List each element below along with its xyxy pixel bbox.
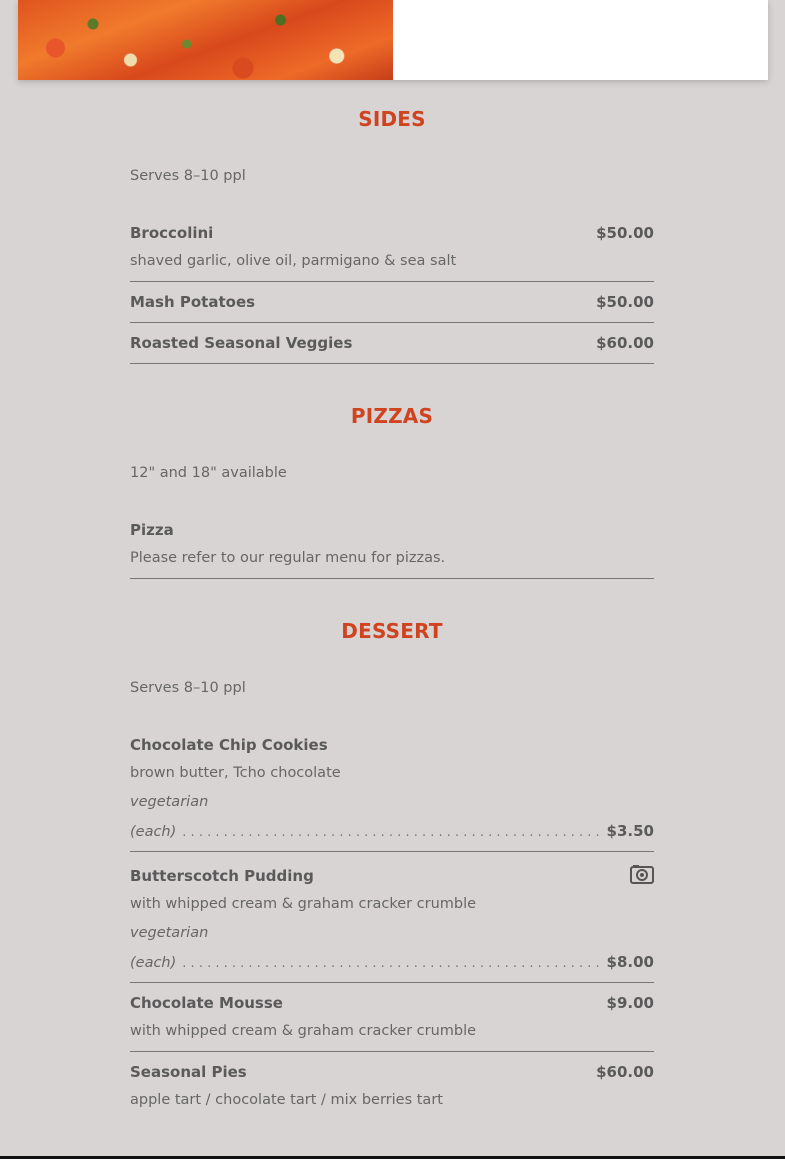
menu-item (130, 282, 654, 323)
item-price: $50.00 (596, 293, 654, 311)
item-description: brown butter, Tcho chocolate (130, 765, 341, 781)
item-list (130, 519, 654, 579)
section-pizzas (130, 396, 654, 579)
catering-menu (130, 80, 654, 1120)
item-description: apple tart / chocolate tart / mix berries tart (130, 1092, 443, 1108)
item-description: shaved garlic, olive oil, parmigano & sea salt (130, 253, 457, 269)
item-name: Pizza (130, 521, 174, 539)
camera-icon[interactable] (630, 864, 654, 884)
item-price: $9.00 (606, 994, 654, 1012)
section-title: SIDES (358, 107, 426, 131)
item-price: $60.00 (596, 334, 654, 352)
item-name: Roasted Seasonal Veggies (130, 334, 353, 352)
item-name: Chocolate Mousse (130, 994, 283, 1012)
item-name: Chocolate Chip Cookies (130, 736, 328, 754)
dot-leader (182, 953, 604, 975)
item-description: with whipped cream & graham cracker crumble (130, 1023, 477, 1039)
pizza-photo[interactable] (18, 0, 393, 80)
section-note: Serves 8–10 ppl (130, 168, 246, 184)
hero-banner (18, 0, 768, 80)
item-name: Broccolini (130, 224, 214, 242)
item-name: Butterscotch Pudding (130, 867, 314, 885)
item-description: Please refer to our regular menu for pizzas. (130, 550, 446, 566)
menu-item (130, 852, 654, 983)
menu-item (130, 323, 654, 364)
menu-item (130, 1052, 654, 1120)
item-description: with whipped cream & graham cracker crumble (130, 896, 477, 912)
menu-item (130, 519, 654, 579)
section-note: 12" and 18" available (130, 465, 287, 481)
item-list (130, 222, 654, 364)
dot-leader (182, 822, 604, 844)
dietary-tag: vegetarian (130, 925, 209, 941)
item-price: $3.50 (606, 822, 654, 840)
unit-label: (each) (130, 824, 177, 840)
item-name: Seasonal Pies (130, 1063, 247, 1081)
dietary-tag: vegetarian (130, 794, 209, 810)
item-price: $50.00 (596, 224, 654, 242)
item-name: Mash Potatoes (130, 293, 256, 311)
section-dessert (130, 611, 654, 1120)
section-sides (130, 99, 654, 364)
item-price: $8.00 (606, 953, 654, 971)
unit-label: (each) (130, 955, 177, 971)
section-title: PIZZAS (350, 404, 434, 428)
menu-item (130, 983, 654, 1052)
item-price: $60.00 (596, 1063, 654, 1081)
menu-item (130, 222, 654, 282)
menu-item (130, 734, 654, 852)
section-note: Serves 8–10 ppl (130, 680, 246, 696)
section-title: DESSERT (341, 619, 443, 643)
item-list (130, 734, 654, 1120)
